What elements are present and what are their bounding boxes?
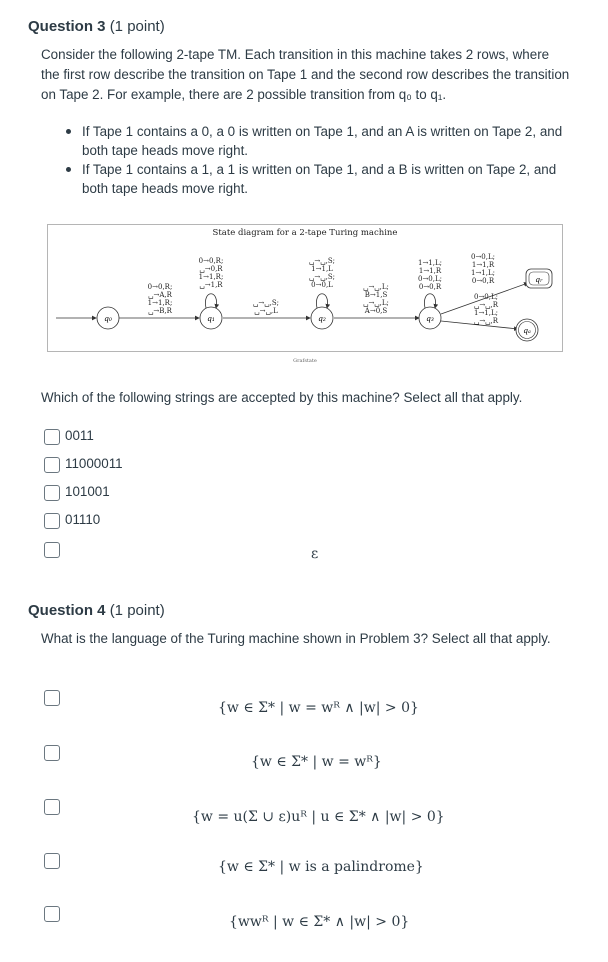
- question-3-points: (1 point): [109, 18, 165, 35]
- option-formula: {w ∈ Σ* | w is a palindrome}: [218, 859, 424, 875]
- option-label: 11000011: [65, 456, 123, 471]
- edge-label: ␣→␣,S;: [309, 257, 335, 265]
- option-formula: {w ∈ Σ* | w = wᴿ}: [251, 754, 382, 770]
- labels-q2-q3: [363, 283, 389, 315]
- option-checkbox[interactable]: [44, 457, 60, 473]
- labels-q2-loop: [309, 257, 335, 289]
- edge-label: A→0,S: [364, 307, 388, 315]
- state-qa-label: qₐ: [523, 326, 531, 335]
- edge-label: ␣→␣,L;: [363, 283, 389, 291]
- edge-label: 1→1,L;: [473, 309, 499, 317]
- option-checkbox[interactable]: [44, 485, 60, 501]
- state-q1-label: q₁: [207, 314, 215, 323]
- labels-q3-qr: [471, 253, 495, 285]
- edge-label: ␣→B,R: [148, 307, 172, 315]
- edge-label: 0→0,L;: [470, 253, 496, 261]
- question-4-prompt: What is the language of the Turing machine shown in Problem 3? Select all that apply.: [41, 631, 551, 646]
- edge-label: ␣→A,R: [148, 291, 172, 299]
- labels-q3-loop: [418, 259, 442, 291]
- state-q2-label: q₂: [318, 314, 326, 323]
- edge-label: 1→1,L;: [470, 269, 496, 277]
- state-diagram: [47, 224, 563, 364]
- edge-label: ␣→0,R: [199, 265, 223, 273]
- option-checkbox[interactable]: [44, 429, 60, 445]
- state-q0-label: q₀: [104, 314, 112, 323]
- state-qr: [526, 269, 552, 288]
- state-q1: [200, 307, 222, 329]
- option-label: 01110: [65, 512, 101, 527]
- edge-label: 0→0,R;: [198, 257, 224, 265]
- question-3-bullets: [66, 122, 566, 198]
- state-q3: [419, 307, 441, 329]
- diagram-credit: Grafstate: [293, 358, 317, 364]
- edge-label: 1→1,R: [418, 267, 442, 275]
- state-q0: [97, 307, 119, 329]
- option-checkbox[interactable]: [44, 542, 60, 558]
- option-checkbox[interactable]: [44, 745, 60, 761]
- edge-label: 0→0,R;: [147, 283, 173, 291]
- diagram-title: State diagram for a 2-tape Turing machine: [212, 228, 398, 238]
- labels-q0-q1: [148, 283, 173, 315]
- edge-label: ␣→1,R: [199, 281, 223, 289]
- edge-label: ␣→␣,S;: [309, 273, 335, 281]
- state-qa: [516, 319, 538, 341]
- labels-q1-q2: [253, 299, 279, 315]
- question-4-points: (1 point): [109, 602, 165, 619]
- edge-label: ␣→␣,S;: [253, 299, 279, 307]
- loop-q3: [424, 294, 435, 308]
- edge-label: 0→0,R: [471, 277, 495, 285]
- option-label: 101001: [65, 484, 110, 499]
- edge-label: 1→1,L: [311, 265, 333, 273]
- bullet-item: If Tape 1 contains a 0, a 0 is written on Tape 1, and an A is written on Tape 2, and both tape heads move right.: [66, 122, 566, 160]
- edge-label: 0→0,L;: [417, 275, 443, 283]
- edge-label: 0→0,L: [311, 281, 333, 289]
- edge-label: 1→1,L;: [417, 259, 443, 267]
- state-qr-label: qᵣ: [535, 275, 543, 284]
- option-checkbox[interactable]: [44, 906, 60, 922]
- edge-label: 1→1,R;: [147, 299, 173, 307]
- option-label: 0011: [65, 428, 94, 443]
- question-3-intro: Consider the following 2-tape TM. Each transition in this machine takes 2 rows, where the first row describe the transition on Tape 1 and the second row describes the transition on Tape 2. For example, there are 2 possible transition from q₀ to q₁.: [41, 47, 570, 102]
- loop-q1: [205, 294, 216, 308]
- edge-label: 0→0,L;: [473, 293, 499, 301]
- edge-label: 1→1,R: [471, 261, 495, 269]
- edge-label: B→1,S: [364, 291, 388, 299]
- edge-label: ␣→␣,L;: [363, 299, 389, 307]
- edge-label: ␣→␣,R: [473, 317, 499, 325]
- question-3-heading: Question 3: [28, 18, 106, 35]
- bullet-item: If Tape 1 contains a 1, a 1 is written on Tape 1, and a B is written on Tape 2, and both tape heads move right.: [66, 160, 566, 198]
- option-formula: {wwᴿ | w ∈ Σ* ∧ |w| > 0}: [229, 914, 410, 930]
- question-3-prompt: Which of the following strings are accepted by this machine? Select all that apply.: [41, 390, 523, 405]
- edge-label: 0→0,R: [418, 283, 442, 291]
- labels-q1-loop: [199, 257, 224, 289]
- state-q3-label: q₃: [426, 314, 434, 323]
- option-label-epsilon: ε: [311, 546, 319, 562]
- edge-label: 1→1,R;: [198, 273, 224, 281]
- option-checkbox[interactable]: [44, 690, 60, 706]
- option-checkbox[interactable]: [44, 513, 60, 529]
- option-formula: {w = u(Σ ∪ ε)uᴿ | u ∈ Σ* ∧ |w| > 0}: [192, 809, 445, 825]
- edge-label: ␣→␣,R: [473, 301, 499, 309]
- question-4-heading: Question 4: [28, 602, 106, 619]
- option-formula: {w ∈ Σ* | w = wᴿ ∧ |w| > 0}: [218, 700, 419, 716]
- state-diagram-svg: [48, 225, 562, 364]
- question-3-title: [28, 18, 165, 35]
- option-checkbox[interactable]: [44, 799, 60, 815]
- state-q2: [311, 307, 333, 329]
- labels-q3-qa: [474, 293, 499, 325]
- question-4-title: [28, 602, 165, 619]
- option-checkbox[interactable]: [44, 853, 60, 869]
- loop-q2: [316, 294, 327, 308]
- edge-label: ␣→␣,L: [254, 307, 278, 315]
